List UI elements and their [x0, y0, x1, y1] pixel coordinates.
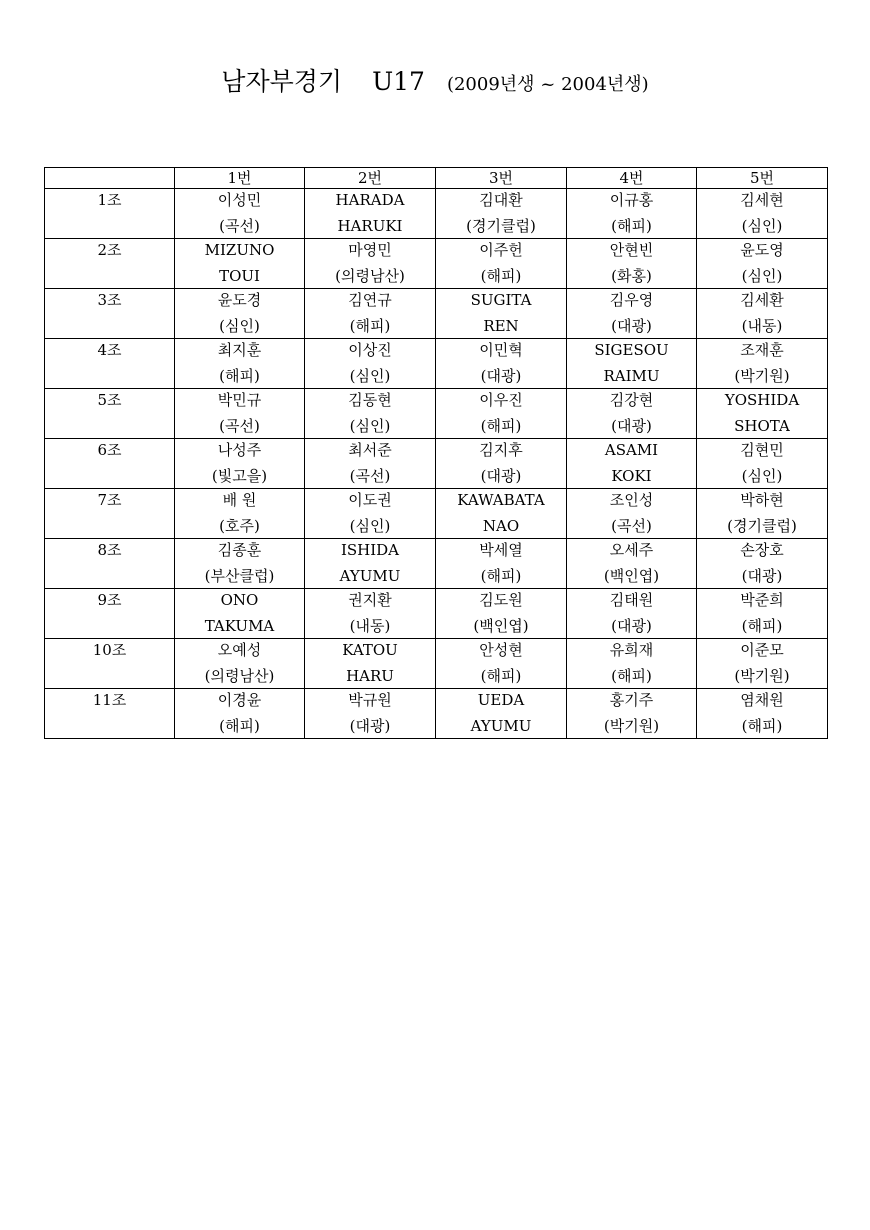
player-name: 김우영 — [609, 291, 654, 309]
player-club: (심인) — [219, 317, 260, 335]
player-cell — [436, 539, 567, 589]
player-cell — [436, 489, 567, 539]
player-club: (해피) — [219, 367, 260, 385]
player-name: ONO — [220, 591, 259, 609]
player-name: 이주헌 — [479, 241, 523, 259]
player-club: (의령남산) — [335, 267, 405, 285]
player-name: 김종훈 — [217, 541, 262, 559]
title-birth-years: (2009년생 ~ 2004년생) — [446, 74, 649, 95]
player-club: NAO — [482, 517, 520, 535]
group-row — [45, 239, 828, 289]
player-cell — [567, 189, 697, 239]
player-name: 김도원 — [479, 591, 523, 609]
player-club: (심인) — [741, 217, 783, 235]
player-cell — [567, 389, 697, 439]
player-name: 이도권 — [348, 491, 392, 509]
player-club: (해피) — [480, 567, 522, 585]
player-club: (내동) — [349, 617, 391, 635]
column-header: 5번 — [697, 168, 828, 189]
player-cell — [175, 639, 305, 689]
player-club: (해피) — [349, 317, 391, 335]
player-club: (해피) — [741, 717, 783, 735]
player-cell — [436, 439, 567, 489]
player-name: 김지후 — [479, 441, 523, 459]
player-cell — [697, 189, 828, 239]
player-name: 이상진 — [348, 341, 392, 359]
player-cell — [305, 489, 436, 539]
player-club: (빛고을) — [211, 467, 268, 485]
player-club: TOUI — [219, 267, 260, 285]
player-name: 안현빈 — [609, 241, 654, 259]
player-club: (백인엽) — [473, 617, 529, 635]
player-cell — [436, 189, 567, 239]
player-name: 김강현 — [609, 391, 654, 409]
player-name: 권지환 — [348, 591, 392, 609]
player-name: 안성현 — [479, 641, 523, 659]
player-cell — [305, 539, 436, 589]
player-cell — [175, 189, 305, 239]
player-cell — [305, 689, 436, 739]
player-club: REN — [483, 317, 519, 335]
column-header: 4번 — [567, 168, 697, 189]
player-cell — [567, 339, 697, 389]
player-club: (곡선) — [219, 417, 260, 435]
player-name: 홍기주 — [609, 691, 654, 709]
player-name: 윤도경 — [217, 291, 262, 309]
player-cell — [175, 389, 305, 439]
player-name: YOSHIDA — [724, 391, 800, 409]
player-club: (대광) — [349, 717, 391, 735]
player-name: HARADA — [335, 191, 405, 209]
header-row — [45, 168, 828, 189]
column-header: 3번 — [436, 168, 567, 189]
group-label: 7조 — [45, 489, 175, 539]
player-cell — [175, 689, 305, 739]
player-club: (화홍) — [611, 267, 652, 285]
group-label: 10조 — [45, 639, 175, 689]
group-table — [44, 167, 828, 739]
player-cell — [697, 439, 828, 489]
player-name: 조인성 — [609, 491, 654, 509]
player-name: 김동현 — [348, 391, 392, 409]
group-label: 4조 — [45, 339, 175, 389]
player-club: (호주) — [219, 517, 260, 535]
player-club: (대광) — [480, 367, 522, 385]
title-age-code: U17 — [372, 67, 425, 96]
player-name: 박규원 — [348, 691, 392, 709]
group-label: 2조 — [45, 239, 175, 289]
player-cell — [436, 389, 567, 439]
player-club: (해피) — [741, 617, 783, 635]
player-club: (해피) — [219, 717, 260, 735]
group-row — [45, 589, 828, 639]
player-cell — [175, 339, 305, 389]
player-name: 조재훈 — [740, 341, 784, 359]
column-header: 2번 — [305, 168, 436, 189]
player-name: 최서준 — [348, 441, 392, 459]
player-club: (심인) — [741, 467, 783, 485]
player-name: 손장호 — [740, 541, 784, 559]
player-name: 김대환 — [479, 191, 523, 209]
player-cell — [697, 289, 828, 339]
player-club: (대광) — [480, 467, 522, 485]
player-name: 배 원 — [222, 491, 257, 509]
player-cell — [567, 289, 697, 339]
player-cell — [305, 189, 436, 239]
player-club: (박기원) — [734, 667, 790, 685]
player-name: SUGITA — [470, 291, 532, 309]
player-cell — [567, 589, 697, 639]
player-club: AYUMU — [339, 567, 401, 585]
player-cell — [697, 689, 828, 739]
player-club: (내동) — [741, 317, 783, 335]
player-name: 김현민 — [740, 441, 784, 459]
player-name: 최지훈 — [217, 341, 262, 359]
player-club: (박기원) — [734, 367, 790, 385]
player-name: ISHIDA — [340, 541, 400, 559]
group-row — [45, 439, 828, 489]
player-club: (곡선) — [611, 517, 652, 535]
player-cell — [436, 639, 567, 689]
player-cell — [567, 689, 697, 739]
player-name: 김연규 — [348, 291, 392, 309]
player-name: 나성주 — [217, 441, 262, 459]
player-cell — [305, 239, 436, 289]
player-club: (심인) — [349, 367, 391, 385]
group-row — [45, 489, 828, 539]
player-name: 이성민 — [217, 191, 262, 209]
player-cell — [175, 539, 305, 589]
player-cell — [305, 339, 436, 389]
corner-cell — [45, 168, 175, 189]
player-club: (심인) — [349, 517, 391, 535]
player-club: (대광) — [611, 617, 652, 635]
player-cell — [305, 639, 436, 689]
player-club: (해피) — [480, 667, 522, 685]
player-club: HARU — [346, 667, 394, 685]
group-label: 6조 — [45, 439, 175, 489]
player-name: 박민규 — [217, 391, 262, 409]
player-club: (경기클럽) — [466, 217, 536, 235]
player-cell — [436, 239, 567, 289]
player-club: SHOTA — [734, 417, 790, 435]
player-name: 박세열 — [479, 541, 523, 559]
group-row — [45, 539, 828, 589]
group-table-body — [45, 189, 828, 739]
player-cell — [305, 389, 436, 439]
group-row — [45, 189, 828, 239]
player-club: KOKI — [611, 467, 652, 485]
player-cell — [567, 539, 697, 589]
player-club: (경기클럽) — [727, 517, 797, 535]
player-cell — [697, 339, 828, 389]
group-label: 5조 — [45, 389, 175, 439]
player-cell — [175, 239, 305, 289]
group-label: 11조 — [45, 689, 175, 739]
player-cell — [436, 289, 567, 339]
player-cell — [305, 589, 436, 639]
player-club: TAKUMA — [204, 617, 275, 635]
player-name: 이규홍 — [609, 191, 654, 209]
player-name: 이민혁 — [479, 341, 523, 359]
player-cell — [567, 239, 697, 289]
player-club: (곡선) — [349, 467, 391, 485]
player-cell — [697, 239, 828, 289]
player-club: (해피) — [480, 417, 522, 435]
player-name: 염채원 — [740, 691, 784, 709]
player-name: 김세환 — [740, 291, 784, 309]
player-cell — [697, 489, 828, 539]
player-cell — [436, 689, 567, 739]
group-row — [45, 639, 828, 689]
player-name: 박준희 — [740, 591, 784, 609]
player-cell — [175, 439, 305, 489]
page-title — [0, 62, 870, 98]
column-header: 1번 — [175, 168, 305, 189]
player-cell — [697, 589, 828, 639]
player-name: 김세현 — [740, 191, 784, 209]
player-name: KATOU — [342, 641, 398, 659]
player-club: AYUMU — [470, 717, 532, 735]
player-club: (곡선) — [219, 217, 260, 235]
player-name: SIGESOU — [594, 341, 669, 359]
player-cell — [697, 539, 828, 589]
player-name: 윤도영 — [740, 241, 784, 259]
group-label: 1조 — [45, 189, 175, 239]
player-name: 오예성 — [217, 641, 262, 659]
player-club: (심인) — [741, 267, 783, 285]
player-club: (해피) — [480, 267, 522, 285]
player-club: HARUKI — [337, 217, 403, 235]
player-name: UEDA — [477, 691, 525, 709]
player-cell — [567, 639, 697, 689]
player-cell — [175, 589, 305, 639]
group-label: 8조 — [45, 539, 175, 589]
group-row — [45, 289, 828, 339]
player-cell — [697, 639, 828, 689]
player-cell — [436, 589, 567, 639]
player-name: 이우진 — [479, 391, 523, 409]
player-name: MIZUNO — [204, 241, 275, 259]
player-cell — [175, 489, 305, 539]
group-table-header — [45, 168, 828, 189]
player-cell — [305, 289, 436, 339]
player-name: 이준모 — [740, 641, 784, 659]
group-row — [45, 389, 828, 439]
group-row — [45, 339, 828, 389]
player-name: 오세주 — [609, 541, 654, 559]
player-name: 유희재 — [609, 641, 654, 659]
player-club: (대광) — [741, 567, 783, 585]
group-label: 9조 — [45, 589, 175, 639]
player-club: (해피) — [611, 667, 652, 685]
group-label: 3조 — [45, 289, 175, 339]
player-club: (해피) — [611, 217, 652, 235]
player-name: 박하현 — [740, 491, 784, 509]
player-club: (심인) — [349, 417, 391, 435]
player-club: (의령남산) — [204, 667, 275, 685]
player-club: (박기원) — [603, 717, 660, 735]
player-name: 이경윤 — [217, 691, 262, 709]
player-club: RAIMU — [603, 367, 660, 385]
player-club: (대광) — [611, 417, 652, 435]
group-row — [45, 689, 828, 739]
player-cell — [175, 289, 305, 339]
player-club: (대광) — [611, 317, 652, 335]
player-name: 김태원 — [609, 591, 654, 609]
player-club: (백인엽) — [603, 567, 660, 585]
player-club: (부산클럽) — [204, 567, 275, 585]
player-cell — [567, 439, 697, 489]
player-name: KAWABATA — [457, 491, 545, 509]
player-cell — [567, 489, 697, 539]
player-name: 마영민 — [348, 241, 392, 259]
player-cell — [305, 439, 436, 489]
player-cell — [436, 339, 567, 389]
title-main: 남자부경기 — [221, 67, 343, 96]
player-cell — [697, 389, 828, 439]
player-name: ASAMI — [604, 441, 659, 459]
